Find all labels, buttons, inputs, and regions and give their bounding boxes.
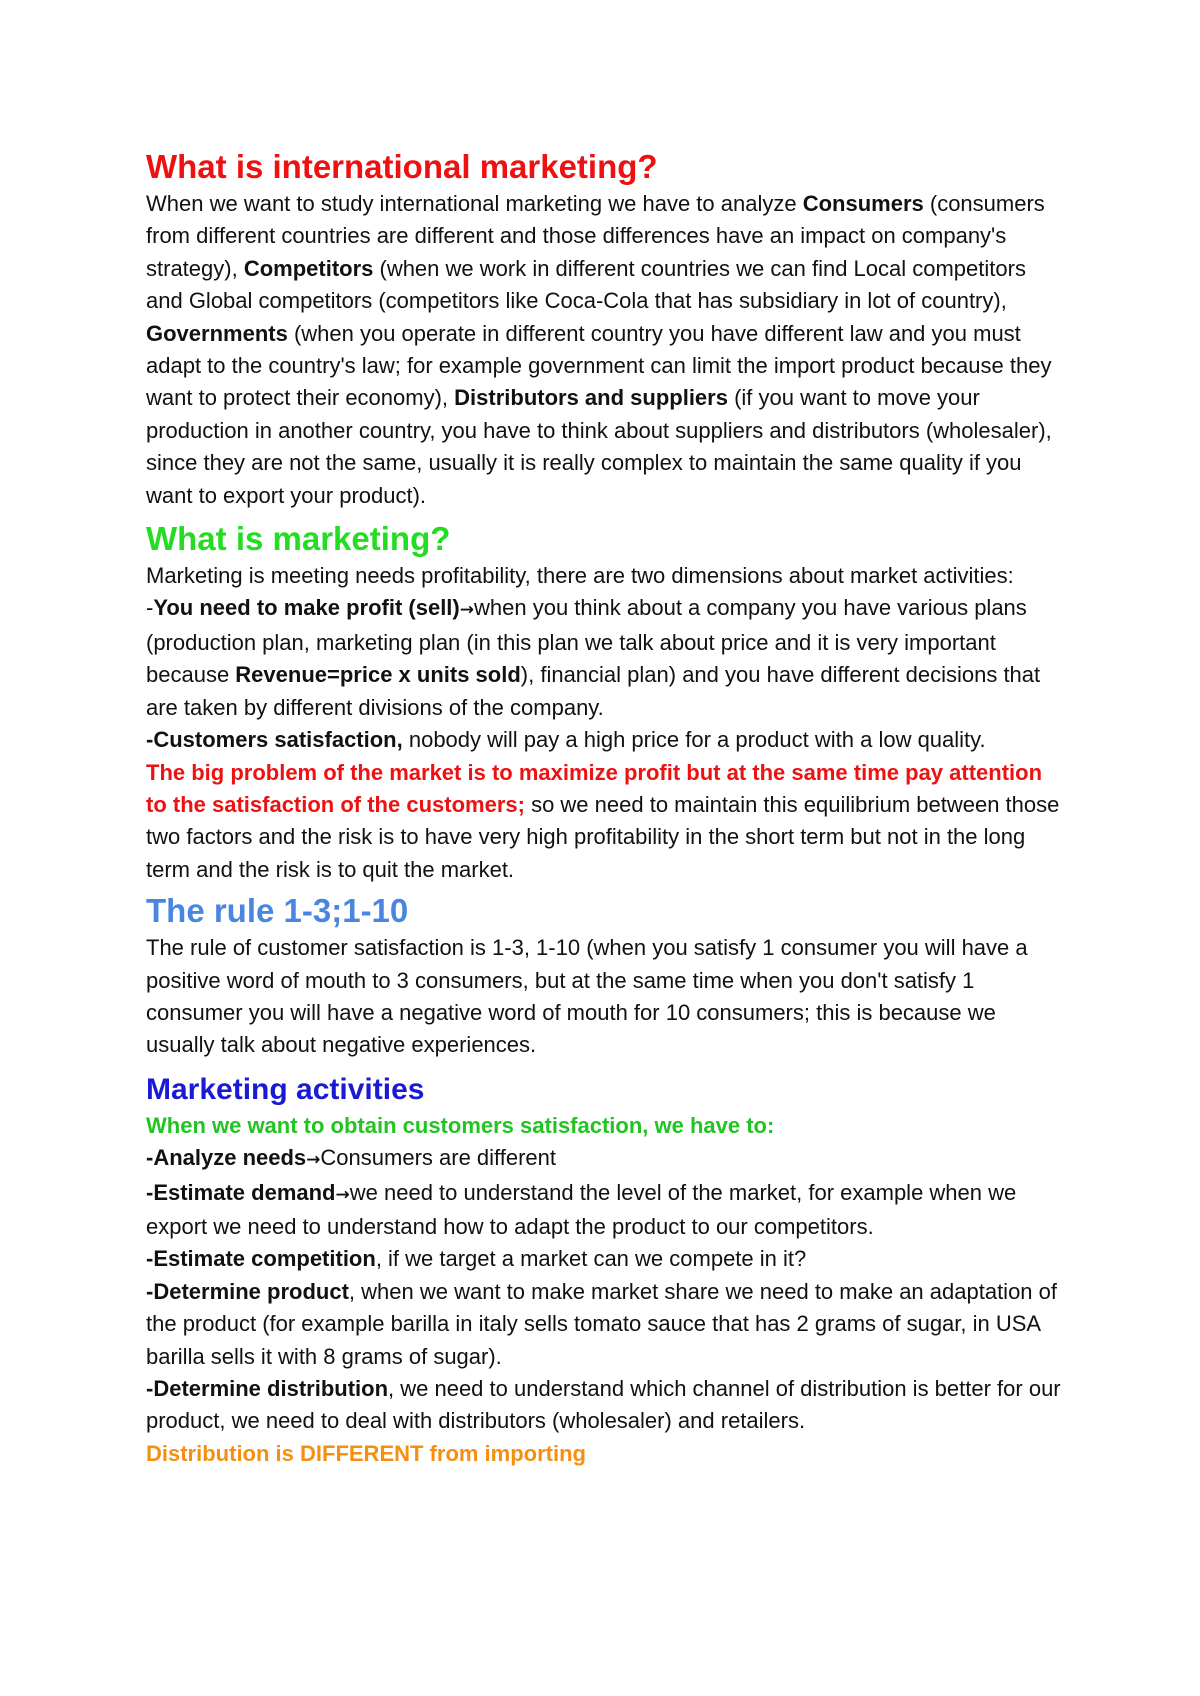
text-span: , when we want to make market share we need to make an adaptation of the product (for example barilla in italy sells tomato sauce that has 2 grams of sugar, in USA barilla sells it with 8 grams of sugar). [146, 1278, 1057, 1369]
term-make-profit: You need to make profit (sell) [153, 595, 460, 621]
note-distribution-vs-importing: Distribution is DIFFERENT from importing [146, 1440, 586, 1466]
item-determine-distribution [146, 1373, 1066, 1438]
term-consumers: Consumers [802, 191, 924, 216]
arrow-right-icon: → [306, 1150, 321, 1171]
paragraph-rule: The rule of customer satisfaction is 1-3, 1-10 (when you satisfy 1 consumer you will have a positive word of mouth to 3 consumers, but at the same time when you don't satisfy 1 consumer you will have a negative word of mouth for 10 consumers; this is because we usually talk about negative experiences. [146, 935, 1028, 1058]
heading-marketing-activities: Marketing activities [146, 1072, 425, 1106]
term-estimate-demand: -Estimate demand [146, 1179, 336, 1205]
paragraph-big-problem [146, 757, 1066, 887]
text-span: (if you want to move your production in another country, you have to think about suppliers and distributors (wholesaler), since they are not the same, usually it is really complex to maintain the same quality if you want to export your product). [146, 385, 1052, 508]
heading-international-marketing: What is international marketing? [146, 148, 658, 185]
heading-what-is-marketing: What is marketing? [146, 520, 451, 558]
item-analyze-needs [146, 1142, 1066, 1176]
heading-rule: The rule 1-3;1-10 [146, 892, 409, 930]
term-analyze-needs: -Analyze needs [146, 1145, 307, 1171]
highlight-big-problem: The big problem of the market is to maximize profit but at the same time pay attention to the satisfaction of the customers; [146, 759, 1043, 817]
text-span: (when we work in different countries we can find Local competitors and Global competitors (competitors like Coca-Cola that has subsidiary in lot of country), [146, 255, 1026, 314]
arrow-right-icon: → [335, 1184, 350, 1205]
term-determine-distribution: -Determine distribution [146, 1376, 389, 1401]
text-span: Consumers are different [320, 1145, 557, 1171]
arrow-right-icon: → [459, 600, 474, 621]
subheading-customers-satisfaction: When we want to obtain customers satisfaction, we have to: [146, 1112, 775, 1138]
text-span: when you think about a company you have various plans (production plan, marketing plan (in this plan we talk about price and it is very important because [146, 595, 1027, 688]
paragraph-international-marketing [146, 188, 1066, 512]
paragraph-profit [146, 592, 1066, 724]
document-page [146, 146, 1066, 1470]
text-span: nobody will pay a high price for a product with a low quality. [402, 727, 986, 753]
item-estimate-competition [146, 1243, 1066, 1275]
term-determine-product: -Determine product [146, 1278, 349, 1304]
term-customers-satisfaction: -Customers satisfaction, [146, 727, 403, 753]
text-span: ), financial plan) and you have different decisions that are taken by different divisions of the company. [146, 662, 1041, 720]
paragraph-marketing-intro: Marketing is meeting needs profitability, there are two dimensions about market activities: [146, 563, 1014, 589]
term-distributors: Distributors and suppliers [454, 385, 728, 411]
item-estimate-demand [146, 1177, 1066, 1244]
text-span: so we need to maintain this equilibrium between those two factors and the risk is to have very high profitability in the short term but not in the long term and the risk is to quit the market. [146, 791, 1060, 882]
text-span: (when you operate in different country you have different law and you must adapt to the country's law; for example government can limit the import product because they want to protect their economy), [146, 320, 1052, 411]
paragraph-customers-satisfaction [146, 724, 1066, 756]
term-governments: Governments [146, 320, 288, 346]
dash: - [146, 595, 154, 621]
text-span: (consumers from different countries are different and those differences have an impact on company's strategy), [146, 191, 1045, 281]
item-determine-product [146, 1276, 1066, 1373]
text-span: , we need to understand which channel of distribution is better for our product, we need to deal with distributors (wholesaler) and retailers. [146, 1376, 1061, 1434]
text-span: When we want to study international marketing we have to analyze [146, 191, 803, 216]
term-estimate-competition: -Estimate competition [146, 1246, 376, 1272]
text-span: , if we target a market can we compete in it? [375, 1246, 807, 1272]
term-competitors: Competitors [243, 255, 374, 281]
term-revenue-formula: Revenue=price x units sold [235, 662, 521, 688]
text-span: we need to understand the level of the market, for example when we export we need to understand how to adapt the product to our competitors. [146, 1179, 1017, 1239]
